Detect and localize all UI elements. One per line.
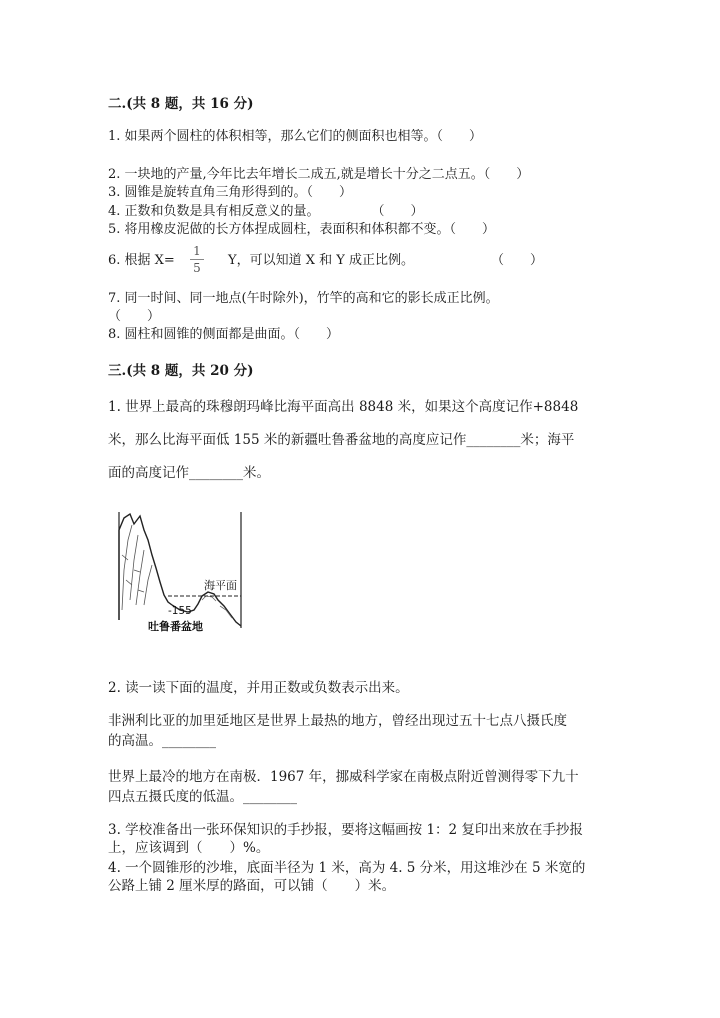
section2-heading: 二.(共 8 题，共 16 分) <box>108 96 254 112</box>
s2-question-7-line2: （ ） <box>108 309 161 324</box>
s2-question-1: 1. 如果两个圆柱的体积相等，那么它们的侧面积也相等。（ ） <box>108 129 483 144</box>
s3-question-2: 2. 读一读下面的温度，并用正数或负数表示出来。 <box>108 680 409 696</box>
s2-question-8: 8. 圆柱和圆锥的侧面都是曲面。（ ） <box>108 327 340 342</box>
turpan-basin-figure <box>110 510 250 640</box>
s2-question-3: 3. 圆锥是旋转直角三角形得到的。（ ） <box>108 185 353 200</box>
depth-label: -155 <box>168 605 192 617</box>
s2-question-6-answer: （ ） <box>491 253 544 268</box>
s3-question-3-line1: 3. 学校准备出一张环保知识的手抄报，要将这幅画按 1：2 复印出来放在手抄报 <box>108 822 583 838</box>
s3-question-2b-line2: 四点五摄氏度的低温。________ <box>108 789 297 805</box>
section3-heading: 三.(共 8 题，共 20 分) <box>108 363 254 379</box>
s3-question-3-line2: 上，应该调到（ ）%。 <box>108 840 270 856</box>
s3-question-2b-line1: 世界上最冷的地方在南极．1967 年，挪威科学家在南极点附近曾测得零下九十 <box>108 769 579 785</box>
s3-question-1-line1: 1. 世界上最高的珠穆朗玛峰比海平面高出 8848 米，如果这个高度记作+8848 <box>108 399 579 415</box>
s2-question-6-prefix: 6. 根据 X= <box>108 253 175 268</box>
mountain-outline <box>119 514 172 620</box>
s2-question-5: 5. 将用橡皮泥做的长方体捏成圆柱，表面积和体积都不变。（ ） <box>108 222 496 237</box>
sea-level-label: 海平面 <box>204 579 237 592</box>
s2-question-7-line1: 7. 同一时间、同一地点(午时除外)，竹竿的高和它的影长成正比例。 <box>108 291 499 306</box>
basin-label: 吐鲁番盆地 <box>148 620 203 633</box>
s2-question-2: 2. 一块地的产量,今年比去年增长二成五,就是增长十分之二点五。（ ） <box>108 167 530 182</box>
fraction-one-fifth <box>190 244 204 275</box>
s3-question-2a-line1: 非洲利比亚的加里延地区是世界上最热的地方，曾经出现过五十七点八摄氏度 <box>108 713 567 729</box>
s3-question-2a-line2: 的高温。________ <box>108 733 216 749</box>
s2-question-6-suffix: Y，可以知道 X 和 Y 成正比例。 <box>228 253 414 268</box>
s3-question-4-line2: 公路上铺 2 厘米厚的路面，可以铺（ ）米。 <box>108 878 396 894</box>
s2-question-4: 4. 正数和负数是具有相反意义的量。 （ ） <box>108 204 424 219</box>
s3-question-4-line1: 4. 一个圆锥形的沙堆，底面半径为 1 米，高为 4. 5 分米，用这堆沙在 5 米宽的 <box>108 860 586 876</box>
fraction-bar <box>190 259 204 260</box>
s3-question-1-line3: 面的高度记作________米。 <box>108 465 270 481</box>
fraction-numerator: 1 <box>193 244 201 258</box>
s3-question-1-line2: 米，那么比海平面低 155 米的新疆吐鲁番盆地的高度应记作________米；海平 <box>108 432 575 448</box>
fraction-denominator: 5 <box>193 261 201 275</box>
